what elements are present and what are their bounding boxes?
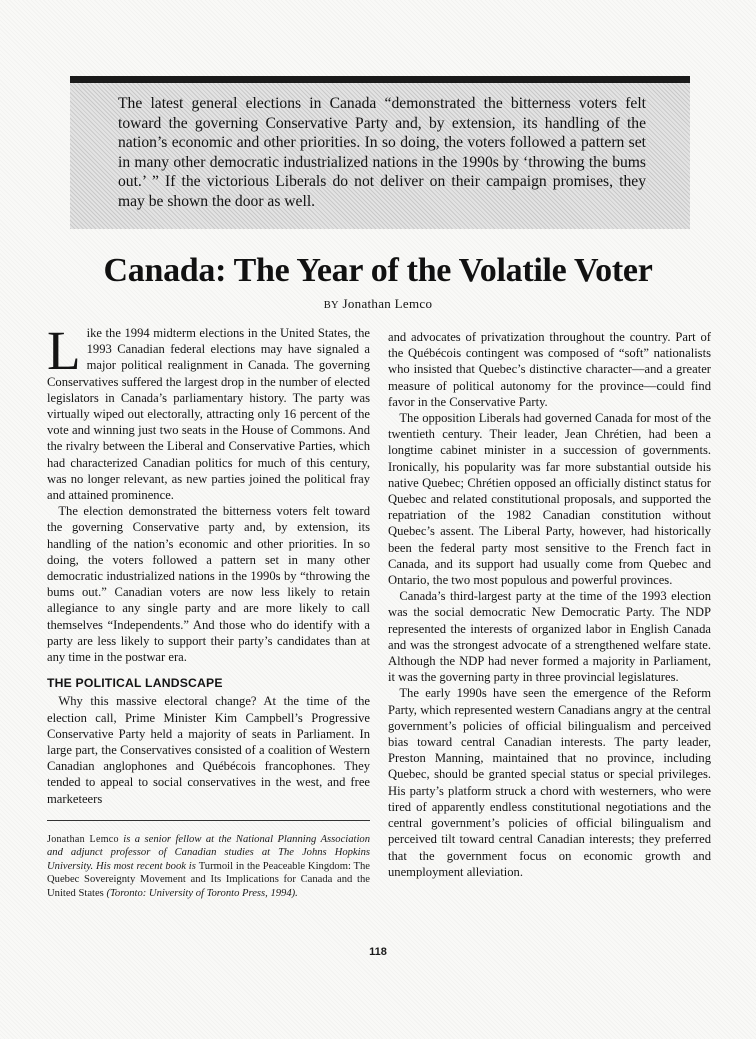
drop-cap: L [47, 320, 81, 381]
right-paragraph-4: The early 1990s have seen the emergence of the Reform Party, which represented western Canadians angry at the central government’s policies of official bilingualism and perceived bias toward central Canadian interests. The party leader, Preston Manning, maintained that no province, including Quebec, should be granted special status or special privileges. His party’s platform struck a chord with westerners, who were tired of apparently endless constitutional negotiations and the central government’s policies of official bilingualism and perceived tilt toward central Canadian interests; they preferred that the government focus on economic growth and unemployment alleviation. [388, 686, 711, 879]
footnote-text-b: (Toronto: University of Toronto Press, 1994). [103, 887, 298, 899]
author-footnote [47, 833, 370, 900]
left-paragraph-2: The election demonstrated the bitterness voters felt toward the governing Conservative party and, by extension, its handling of the nation’s economic and other priorities. In so doing, the voters followed a pattern set in many other democratic industrialized nations in the 1990s by “throwing the bums out.” Canadian voters are now less likely to retain allegiance to any single party and are more likely to call themselves “Independents.” And those who do identify with a party are less likely to support their party’s candidates than at any time in the postwar era. [47, 504, 370, 665]
left-paragraph-3: Why this massive electoral change? At the time of the election call, Prime Minister Kim Campbell’s Progressive Conservative Party held a majority of seats in Parliament. In large part, the Conservatives consisted of a coalition of Western Canadian anglophones and Québécois francophones. They tended to appeal to social conservatives in the west, and free marketeers [47, 694, 370, 806]
article-title: Canada: The Year of the Volatile Voter [103, 252, 653, 289]
right-paragraph-2: The opposition Liberals had governed Canada for most of the twentieth century. Their leader, Jean Chrétien, had been a longtime cabinet minister in a succession of governments. Ironically, his popularity was far more substantial outside his native Quebec; Chrétien opposed an officially distinct status for Quebec and related constitutional proposals, and supported the repatriation of the 1982 Canadian constitution without Quebec’s assent. The Liberal Party, however, had historically been the federal party most sensitive to the French fact in Canada, and its support had usually come from Quebec and Ontario, the two most populous and powerful provinces. [388, 411, 711, 588]
byline-author: Jonathan Lemco [342, 296, 433, 311]
left-column [47, 320, 370, 807]
byline-prefix: BY [323, 300, 339, 311]
page-number: 118 [369, 946, 387, 958]
right-column [388, 329, 711, 880]
footnote-text-a: is a senior fellow at the National Planning Association and adjunct professor of Canadian studies at The Johns Hopkins University. His most recent book is [47, 834, 371, 872]
footnote-author: Jonathan Lemco [47, 834, 119, 845]
footnote-book-title: Turmoil in the Peaceable Kingdom: The Quebec Sovereignty Movement and Its Implications for Canada and the United States [47, 860, 371, 899]
right-paragraph-3: Canada’s third-largest party at the time of the 1993 election was the social democratic New Democratic Party. The NDP represented the interests of organized labor in English Canada and was the strongest advocate of a strengthened welfare state. Although the NDP had never formed a majority in Parliament, it was the governing party in three provincial legislatures. [388, 589, 711, 685]
left-paragraph-1-text: ike the 1994 midterm elections in the United States, the 1993 Canadian federal elections may have signaled a major political realignment in Canada. The governing Conservatives suffered the largest drop in the number of elected legislators in Canada’s parliamentary history. The party was virtually wiped out electorally, attracting only 16 percent of the vote and winning just two seats in the House of Commons. And the rivalry between the Liberal and Conservative Parties, which had characterized Canadian politics for much of this century, was no longer relevant, as new parties joined the political fray and attained prominence. [47, 326, 370, 503]
section-heading: THE POLITICAL LANDSCAPE [47, 676, 223, 691]
left-paragraph-1 [47, 320, 370, 503]
footnote-rule [47, 820, 370, 821]
right-paragraph-1: and advocates of privatization throughout the country. Part of the Québécois contingent was composed of “soft” nationalists who insisted that Quebec’s distinctive character—and a greater measure of political autonomy for the province—could find favor in the Conservative Party. [388, 330, 711, 409]
byline [0, 296, 756, 312]
pullquote-text: The latest general elections in Canada “demonstrated the bitterness voters felt toward the governing Conservative Party and, by extension, its handling of the nation’s economic and other priorities. In so doing, the voters followed a pattern set in many other democratic industrialized nations in the 1990s by ‘throwing the bums out.’ ” If the victorious Liberals do not deliver on their campaign promises, they may be shown the door as well. [118, 95, 646, 210]
top-rule [70, 76, 690, 83]
